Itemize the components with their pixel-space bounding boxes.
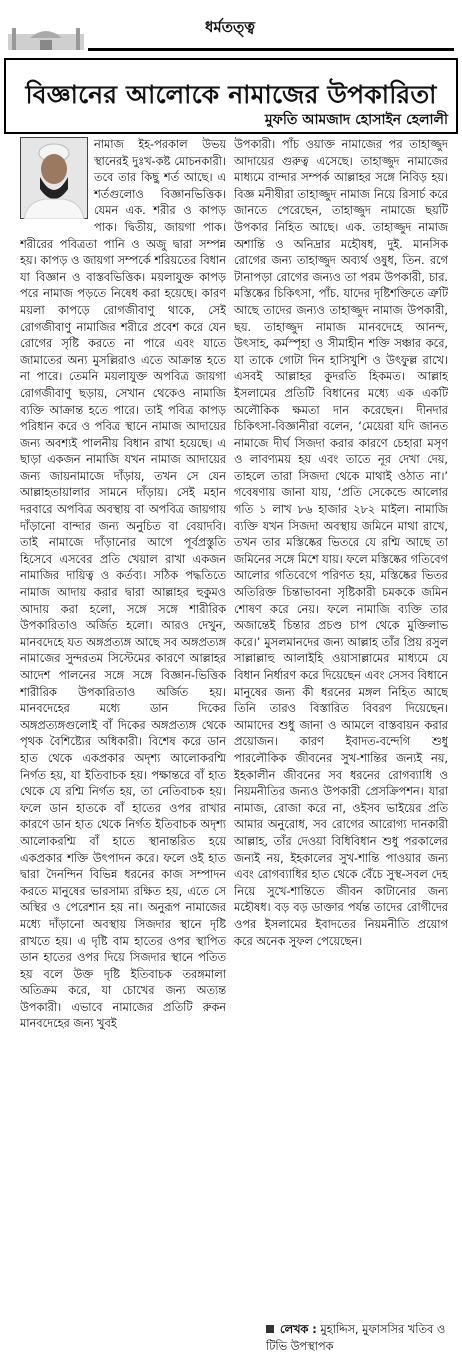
author-note — [266, 1322, 456, 1355]
author-info: মুহাদ্দিস, মুফাসসির খতিব ও টিভি উপস্থাপক — [266, 1323, 446, 1353]
author-label: লেখক : — [280, 1323, 317, 1336]
mosque-icon — [6, 24, 86, 50]
left-column — [20, 137, 226, 1317]
byline: মুফতি আমজাদ হোসাইন হেলালী — [264, 112, 448, 128]
header-rule — [88, 48, 454, 51]
headline-text: বিজ্ঞানের আলোকে নামাজের উপকারিতা — [25, 79, 437, 109]
page-header — [0, 0, 462, 52]
author-photo — [20, 137, 88, 219]
right-column-text: উপকারী। পাঁচ ওয়াক্ত নামাজের পর তাহাজ্জুদ আদায়ের গুরুত্ব এসেছে। তাহাজ্জুদ নামাজের মাধ্যমে বান্দার সম্পর্ক আল্লাহর সঙ্গে নিবিড় হয়। বিজ্ঞ মনীষীরা তাহাজ্জুদ নামাজ নিয়ে রিসার্চ করে জানতে পেরেছেন, তাহাজ্জুদ নামাজে ছয়টি উপকার নিহিত আছে। এক. তাহাজ্জুদ নামাজ অশান্তি ও অনিদ্রার মহৌষধ, দুই. মানসিক রোগের জন্য তাহাজ্জুদ অব্যর্থ ওষুধ, তিন. রগে টানাপড়া রোগের জন্যও তা পরম উপকারী, চার. মস্তিষ্কের চিকিৎসা, পাঁচ. যাদের দৃষ্টিশক্তিতে ত্রুটি আছে তাদের জন্যও তাহাজ্জুদ নামাজ উপকারী, ছয়. তাহাজ্জুদ নামাজ মানবদেহে আনন্দ, উৎসাহ, কর্মস্পৃহা ও সীমাহীন শক্তি সঞ্চার করে, যা তাকে গোটা দিন হাসিখুশি ও উৎফুল্ল রাখে। এসবই আল্লাহর কুদরতি হিকমত। আল্লাহ ইসলামের প্রতিটি বিধানের মধ্যে এক একটি অলৌকিক ক্ষমতা দান করেছেন। দীনদার চিকিৎসা-বিজ্ঞানীরা বলেন, ‘মেয়েরা যদি জানত নামাজে দীর্ঘ সিজদা করার কারণে চেহারা মসৃণ ও লাবণ্যময় হয় এবং তাতে নূর দেখা দেয়, তাহলে তারা সিজদা থেকে মাথাই ওঠাত না।’ গবেষণায় জানা যায়, ‘প্রতি সেকেন্ডে আলোর গতি ১ লাখ ৮৬ হাজার ২৮২ মাইল। নামাজি ব্যক্তি যখন সিজদা অবস্থায় জমিনে মাথা রাখে, তখন তার মস্তিষ্কের ভিতরে যে রশ্মি আছে তা জমিনের সঙ্গে মিশে যায়। ফলে মস্তিষ্কের গতিবেগ আলোর গতিবেগে পরিণত হয়, মস্তিষ্কের ভিতর অতিরিক্ত চিন্তাভাবনা সৃষ্টিকারী চমককে জমিন শোষণ করে নেয়। ফলে নামাজি ব্যক্তি তার অজান্তেই চিন্তার প্রচণ্ড চাপ থেকে মুক্তিলাভ করে।’ মুসলমানদের জন্য আল্লাহ তাঁর প্রিয় রসুল সাল্লাল্লাহু আলাইহি ওয়াসাল্লামের মাধ্যমে যে বিধান নির্ধারণ করে দিয়েছেন এবং সেসব বিধানে মানুষের জন্য কী ধরনের মঙ্গল নিহিত আছে তিনি তারও বিস্তারিত বিবরণ দিয়েছেন। আমাদের শুধু জানা ও আমলে বাস্তবায়ন করার প্রয়োজন। কারণ ইবাদত-বন্দেগি শুধু পারলৌকিক জীবনের সুখ-শান্তির জন্যই নয়, ইহকালীন জীবনের সব ধরনের রোগব্যাধি ও নিয়মনীতির জন্যও উপকারী প্রেসক্রিপশন। যারা নামাজ, রোজা করে না, ওইসব ভাইয়ের প্রতি আমার অনুরোধ, সব রোগের আরোগ্য দানকারী আল্লাহ, তাঁর দেওয়া বিধিবিধান শুধু পরকালের জন্যই নয়, ইহকালের সুখ-শান্তি পাওয়ার জন্য এবং রোগব্যাধির হাত থেকে বেঁচে সুস্থ-সবল দেহ নিয়ে সুখে-শান্তিতে জীবন কাটানোর জন্য মহৌষধ। বড় বড় ডাক্তার পর্যন্ত তাদের রোগীদের ওপর ইসলামের ইবাদতের নিয়মনীতি প্রয়োগ করে অনেক সুফল পেয়েছেন। — [234, 138, 448, 948]
right-column — [234, 137, 448, 1312]
square-bullet-icon — [266, 1325, 274, 1333]
section-label: ধর্মতত্ত্ব — [205, 18, 255, 36]
left-column-text: নামাজ ইহ-পরকাল উভয় স্থানেরই দুঃখ-কষ্ট মোচনকারী। তবে তার কিছু শর্ত আছে। এ শর্তগুলোও বিজ্ঞানভিত্তিক। যেমন এক. শরীর ও কাপড় পাক। দ্বিতীয়, জায়গা পাক। শরীরের পবিত্রতা পানি ও অজু দ্বারা সম্পন্ন হয়। কাপড় ও জায়গা সম্পর্কে শরিয়তের বিধান যা বিজ্ঞান ও বাস্তবভিত্তিক। ময়লাযুক্ত কাপড় পরে নামাজ পড়তে নিষেধ করা হয়েছে। কারণ ময়লা কাপড়ে রোগজীবাণু থাকে, সেই রোগজীবাণু নামাজির শরীরে প্রবেশ করে যেন রোগের সৃষ্টি করতে না পারে এবং যাতে জামাতের অন্য মুসল্লিরাও এতে আক্রান্ত হতে না পারে। তেমনি ময়লাযুক্ত অপবিত্র জায়গা রোগজীবাণু ছড়ায়, সেখান থেকেও নামাজি ব্যক্তি আক্রান্ত হতে পারে। তাই পবিত্র কাপড় পরিধান করে ও পবিত্র স্থানে নামাজ আদায়ের জন্য অবশ্যই পালনীয় বিধান রাখা হয়েছে। এ ছাড়া একজন নামাজি যখন নামাজ আদায়ের জন্য জায়নামাজে দাঁড়ায়, তখন সে যেন আল্লাহতায়ালার সামনে দাঁড়ায়। সেই মহান দরবারে অপবিত্র অবস্থায় বা অপবিত্র জায়গায় দাঁড়ানো বান্দার জন্য অনুচিত বা বেয়াদবি। তাই নামাজে দাঁড়ানোর আগে পূর্বপ্রস্তুতি হিসেবে এসবের প্রতি খেয়াল রাখা একজন নামাজির দায়িত্ব ও কর্তব্য। সঠিক পদ্ধতিতে নামাজ আদায় করার দ্বারা আল্লাহর হুকুমও আদায় করা হলো, সঙ্গে সঙ্গে শারীরিক উপকারিতাও অর্জিত হলো। আরও দেখুন, মানবদেহে যত অঙ্গপ্রত্যঙ্গ আছে সব অঙ্গপ্রত্যঙ্গ নামাজের সুন্দরতম সিস্টেমের কারণে আল্লাহর আদেশ পালনের সঙ্গে সঙ্গে বিজ্ঞান-ভিত্তিক শারীরিক উপকারিতাও অর্জিত হয়। মানবদেহের মধ্যে ডান দিকের অঙ্গপ্রত্যঙ্গগুলোই বাঁ দিকের অঙ্গপ্রত্যঙ্গ থেকে পৃথক বৈশিষ্ট্যের অধিকারী। বিশেষ করে ডান হাত থেকে একপ্রকার অদৃশ্য আলোকরশ্মি নির্গত হয়, যা ইতিবাচক হয়। পক্ষান্তরে বাঁ হাত থেকে যে রশ্মি নির্গত হয়, তা নেতিবাচক হয়। ফলে ডান হাতকে বাঁ হাতের ওপর রাখার কারণে ডান হাত থেকে নির্গত ইতিবাচক অদৃশ্য আলোকরশ্মি বাঁ হাতে স্থানান্তরিত হয়ে একপ্রকার শক্তি উৎপাদন করে। ফলে ওই হাত দ্বারা দৈনন্দিন বিভিন্ন ধরনের কাজ সম্পাদন করতে মানুষের ভারসাম্য রক্ষিত হয়, এতে সে অস্থির ও পেরেশান হয় না। অনুরূপ নামাজের মধ্যে দাঁড়ানো অবস্থায় সিজদার স্থানে দৃষ্টি রাখতে হয়। এ দৃষ্টি বাম হাতের ওপর স্থাপিত ডান হাতের ওপর দিয়ে সিজদার স্থানে পতিত হয় বলে উক্ত দৃষ্টি ইতিবাচক তরঙ্গমালা অতিক্রম করে, যা চোখের জন্য অত্যন্ত উপকারী। এভাবে নামাজের প্রতিটি রুকন মানবদেহের জন্য খুবই — [20, 138, 226, 1031]
